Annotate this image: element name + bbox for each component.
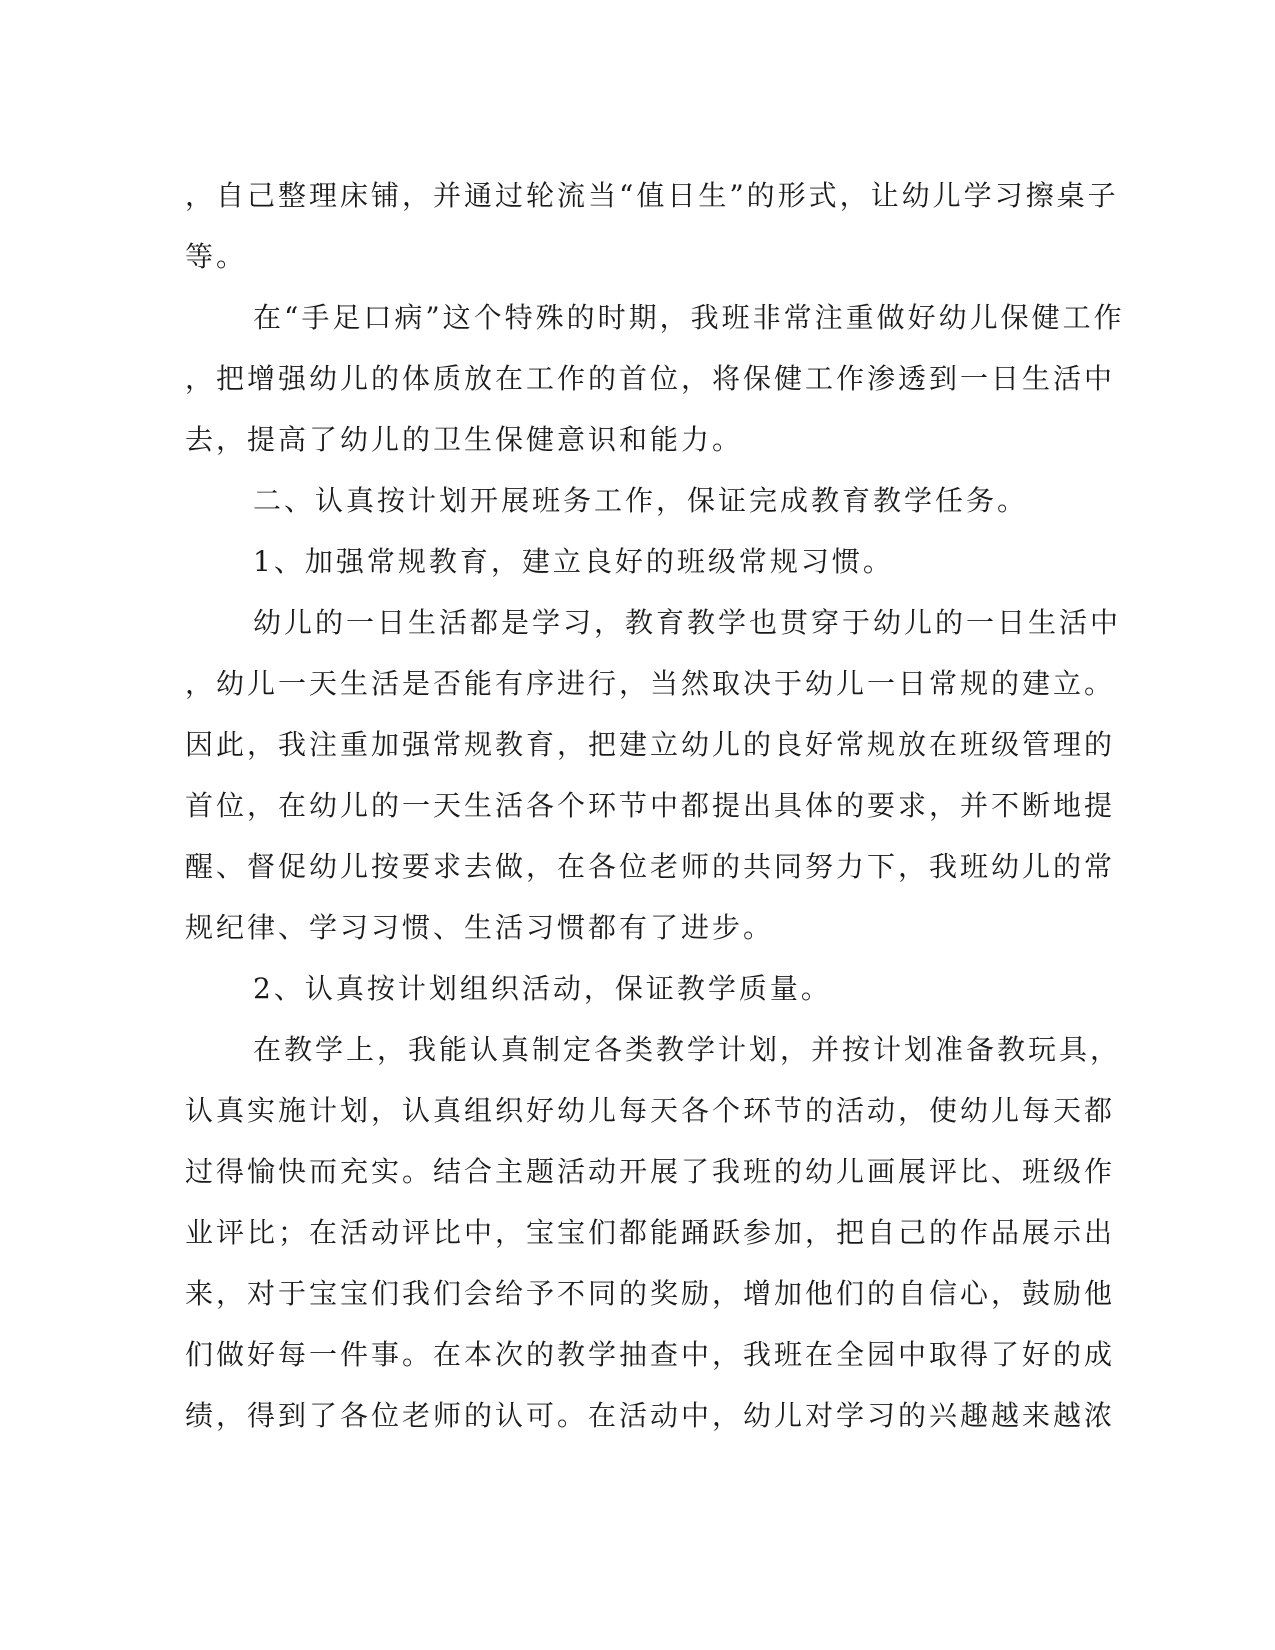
text-line: 在“手足口病”这个特殊的时期，我班非常注重做好幼儿保健工作 <box>253 301 1125 334</box>
text-line: 因此，我注重加强常规教育，把建立幼儿的良好常规放在班级管理的 <box>185 728 1116 761</box>
text-line: 醒、督促幼儿按要求去做，在各位老师的共同努力下，我班幼儿的常 <box>185 850 1116 883</box>
text-line: 认真实施计划，认真组织好幼儿每天各个环节的活动，使幼儿每天都 <box>185 1094 1116 1127</box>
text-line: 过得愉快而充实。结合主题活动开展了我班的幼儿画展评比、班级作 <box>185 1155 1116 1188</box>
text-line: 业评比；在活动评比中，宝宝们都能踊跃参加，把自己的作品展示出 <box>185 1216 1116 1249</box>
text-line: ，把增强幼儿的体质放在工作的首位，将保健工作渗透到一日生活中 <box>185 362 1116 395</box>
text-line: 规纪律、学习习惯、生活习惯都有了进步。 <box>185 911 775 944</box>
text-line: 在教学上，我能认真制定各类教学计划，并按计划准备教玩具， <box>253 1033 1122 1066</box>
text-line: 去，提高了幼儿的卫生保健意识和能力。 <box>185 423 744 456</box>
text-line: 等。 <box>185 240 248 273</box>
body-text <box>185 165 1125 1446</box>
text-line: 首位，在幼儿的一天生活各个环节中都提出具体的要求，并不断地提 <box>185 789 1116 822</box>
text-line: 二、认真按计划开展班务工作，保证完成教育教学任务。 <box>253 484 1029 517</box>
text-line: 们做好每一件事。在本次的教学抽查中，我班在全园中取得了好的成 <box>185 1338 1116 1371</box>
text-line: 绩，得到了各位老师的认可。在活动中，幼儿对学习的兴趣越来越浓 <box>185 1399 1116 1432</box>
text-line: 来，对于宝宝们我们会给予不同的奖励，增加他们的自信心，鼓励他 <box>185 1277 1116 1310</box>
text-line: ，自己整理床铺，并通过轮流当“值日生”的形式，让幼儿学习擦桌子 <box>185 179 1119 212</box>
text-line: 幼儿的一日生活都是学习，教育教学也贯穿于幼儿的一日生活中 <box>253 606 1122 639</box>
text-line: 2、认真按计划组织活动，保证教学质量。 <box>253 972 832 1005</box>
text-line: ，幼儿一天生活是否能有序进行，当然取决于幼儿一日常规的建立。 <box>185 667 1116 700</box>
text-line: 1、加强常规教育，建立良好的班级常规习惯。 <box>253 545 894 578</box>
